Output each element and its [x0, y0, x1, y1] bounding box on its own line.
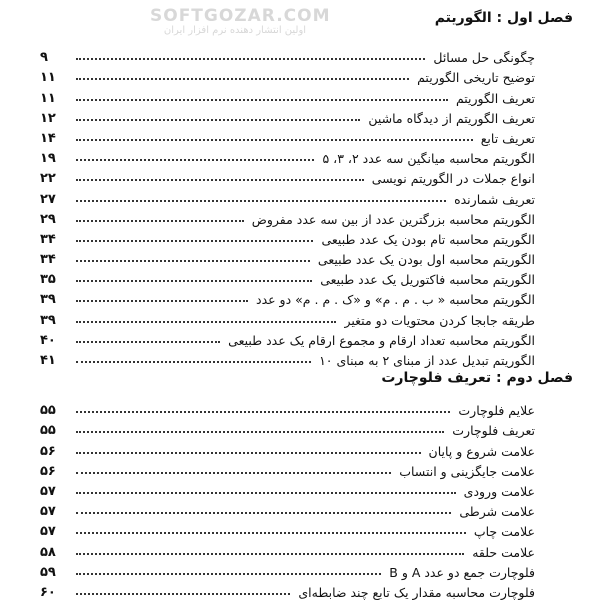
toc-entry — [40, 560, 535, 580]
toc-entry-label: تعریف شمارنده — [454, 191, 535, 207]
toc-entry-page: ۵۵ — [40, 423, 56, 439]
toc-entry — [40, 247, 535, 267]
toc-entry — [40, 519, 535, 539]
toc-entry-page: ۲۹ — [40, 211, 56, 227]
toc-entry-label: الگوریتم محاسبه میانگین سه عدد ۲، ۳، ۵ — [322, 151, 535, 167]
watermark-brand: SOFTGOZAR.COM — [150, 6, 331, 26]
toc-entry-label: فلوچارت جمع دو عدد A و B — [389, 564, 535, 580]
toc-entry-page: ۳۹ — [40, 292, 56, 308]
toc-entry-label: علامت ورودی — [463, 483, 535, 499]
dot-leader — [76, 492, 456, 494]
toc-entry-label: علامت چاپ — [473, 524, 535, 540]
toc-entry-label: انواع جملات در الگوریتم نویسی — [371, 171, 535, 187]
dot-leader — [76, 200, 446, 202]
toc-entry-label: الگوریتم تبدیل عدد از مبنای ۲ به مبنای ۱۰ — [319, 353, 535, 368]
toc-entry-label: الگوریتم محاسبه « ب . م . م» و «ک . م . م» دو عدد — [256, 292, 535, 308]
toc-entry — [40, 126, 535, 146]
toc-entry-page: ۳۹ — [40, 312, 56, 328]
dot-leader — [76, 452, 421, 454]
toc-entry — [40, 65, 535, 85]
toc-entry-label: تعریف الگوریتم — [455, 90, 535, 106]
dot-leader — [76, 431, 444, 433]
toc-entry — [40, 267, 535, 287]
dot-leader — [76, 512, 451, 514]
chapter-1-title: فصل اول : الگوریتم — [434, 10, 573, 26]
toc-entry — [40, 328, 535, 348]
dot-leader — [76, 240, 313, 242]
toc-entry-page: ۴۱ — [40, 353, 56, 368]
toc-entry — [40, 499, 535, 519]
toc-entry — [40, 186, 535, 206]
toc-entry-page: ۵۶ — [40, 443, 56, 459]
toc-entry-label: الگوریتم محاسبه فاکتوریل یک عدد طبیعی — [320, 272, 535, 288]
dot-leader — [76, 341, 220, 343]
toc-entry-label: طریقه جابجا کردن محتویات دو متغیر — [344, 312, 535, 328]
toc-entry-label: الگوریتم محاسبه بزرگترین عدد از بین سه عدد مفروض — [251, 211, 535, 227]
toc-entry-label: تعریف فلوچارت — [452, 423, 535, 439]
dot-leader — [76, 179, 364, 181]
toc-entry — [40, 45, 535, 65]
toc-entry — [40, 227, 535, 247]
dot-leader — [76, 78, 409, 80]
toc-entry-label: فلوچارت محاسبه مقدار یک تابع چند ضابطه‌ای — [298, 584, 535, 600]
toc-entry — [40, 459, 535, 479]
toc-entry-label: توضیح تاریخی الگوریتم — [417, 70, 535, 86]
toc-entry-label: تعریف الگوریتم از دیدگاه ماشین — [368, 110, 535, 126]
toc-entry — [40, 85, 535, 105]
toc-entry-page: ۲۷ — [40, 191, 56, 207]
toc-entry-page: ۳۵ — [40, 272, 56, 288]
toc-entry — [40, 207, 535, 227]
toc-entry-page: ۵۵ — [40, 403, 56, 419]
toc-entry-label: الگوریتم محاسبه اول بودن یک عدد طبیعی — [317, 252, 535, 268]
chapter-1-toc — [40, 45, 535, 368]
toc-entry-page: ۱۱ — [40, 90, 56, 106]
toc-entry-page: ۳۴ — [40, 231, 56, 247]
dot-leader — [76, 472, 391, 474]
toc-entry — [40, 539, 535, 559]
toc-entry-label: چگونگی حل مسائل — [433, 50, 535, 66]
toc-entry-label: تعریف تابع — [480, 130, 535, 146]
toc-entry — [40, 438, 535, 458]
toc-entry-page: ۹ — [40, 50, 48, 66]
dot-leader — [76, 300, 248, 302]
toc-entry-label: علامت جایگزینی و انتساب — [399, 463, 535, 479]
dot-leader — [76, 573, 381, 575]
toc-entry-page: ۲۲ — [40, 171, 56, 187]
toc-entry-label: علایم فلوچارت — [458, 403, 535, 419]
toc-entry-page: ۱۲ — [40, 110, 56, 126]
toc-entry-page: ۵۹ — [40, 564, 56, 580]
toc-entry-label: الگوریتم محاسبه تام بودن یک عدد طبیعی — [321, 231, 535, 247]
toc-entry — [40, 307, 535, 327]
dot-leader — [76, 99, 448, 101]
toc-entry-page: ۴۰ — [40, 332, 56, 348]
toc-entry — [40, 418, 535, 438]
watermark-tagline: اولین انتشار دهنده نرم افزار ایران — [163, 25, 307, 36]
dot-leader — [76, 553, 464, 555]
toc-entry-label: الگوریتم محاسبه تعداد ارقام و مجموع ارقام یک عدد طبیعی — [228, 332, 535, 348]
dot-leader — [76, 361, 311, 363]
toc-entry — [40, 106, 535, 126]
dot-leader — [76, 159, 314, 161]
toc-entry — [40, 479, 535, 499]
dot-leader — [76, 139, 473, 141]
toc-entry — [40, 166, 535, 186]
toc-entry — [40, 398, 535, 418]
watermark — [150, 6, 331, 36]
dot-leader — [76, 411, 450, 413]
chapter-2-toc — [40, 398, 535, 600]
dot-leader — [76, 532, 466, 534]
toc-entry-page: ۱۹ — [40, 151, 56, 167]
toc-entry — [40, 580, 535, 600]
toc-entry-page: ۶۰ — [40, 584, 56, 600]
toc-entry-page: ۵۷ — [40, 524, 56, 540]
toc-entry — [40, 348, 535, 368]
toc-entry-page: ۵۷ — [40, 483, 56, 499]
dot-leader — [76, 119, 360, 121]
toc-entry-label: علامت شروع و پایان — [428, 443, 535, 459]
toc-entry-page: ۱۴ — [40, 130, 56, 146]
toc-entry-page: ۱۱ — [40, 70, 56, 86]
dot-leader — [76, 58, 425, 60]
toc-entry — [40, 146, 535, 166]
toc-entry-page: ۵۷ — [40, 504, 56, 520]
dot-leader — [76, 280, 312, 282]
dot-leader — [76, 220, 244, 222]
toc-entry-label: علامت شرطی — [459, 504, 535, 520]
chapter-2-title: فصل دوم : تعریف فلوچارت — [381, 370, 573, 386]
toc-entry-label: علامت حلقه — [472, 544, 535, 560]
toc-entry-page: ۵۶ — [40, 463, 56, 479]
toc-entry-page: ۳۴ — [40, 252, 56, 268]
dot-leader — [76, 260, 310, 262]
dot-leader — [76, 321, 336, 323]
toc-entry — [40, 287, 535, 307]
toc-entry-page: ۵۸ — [40, 544, 56, 560]
